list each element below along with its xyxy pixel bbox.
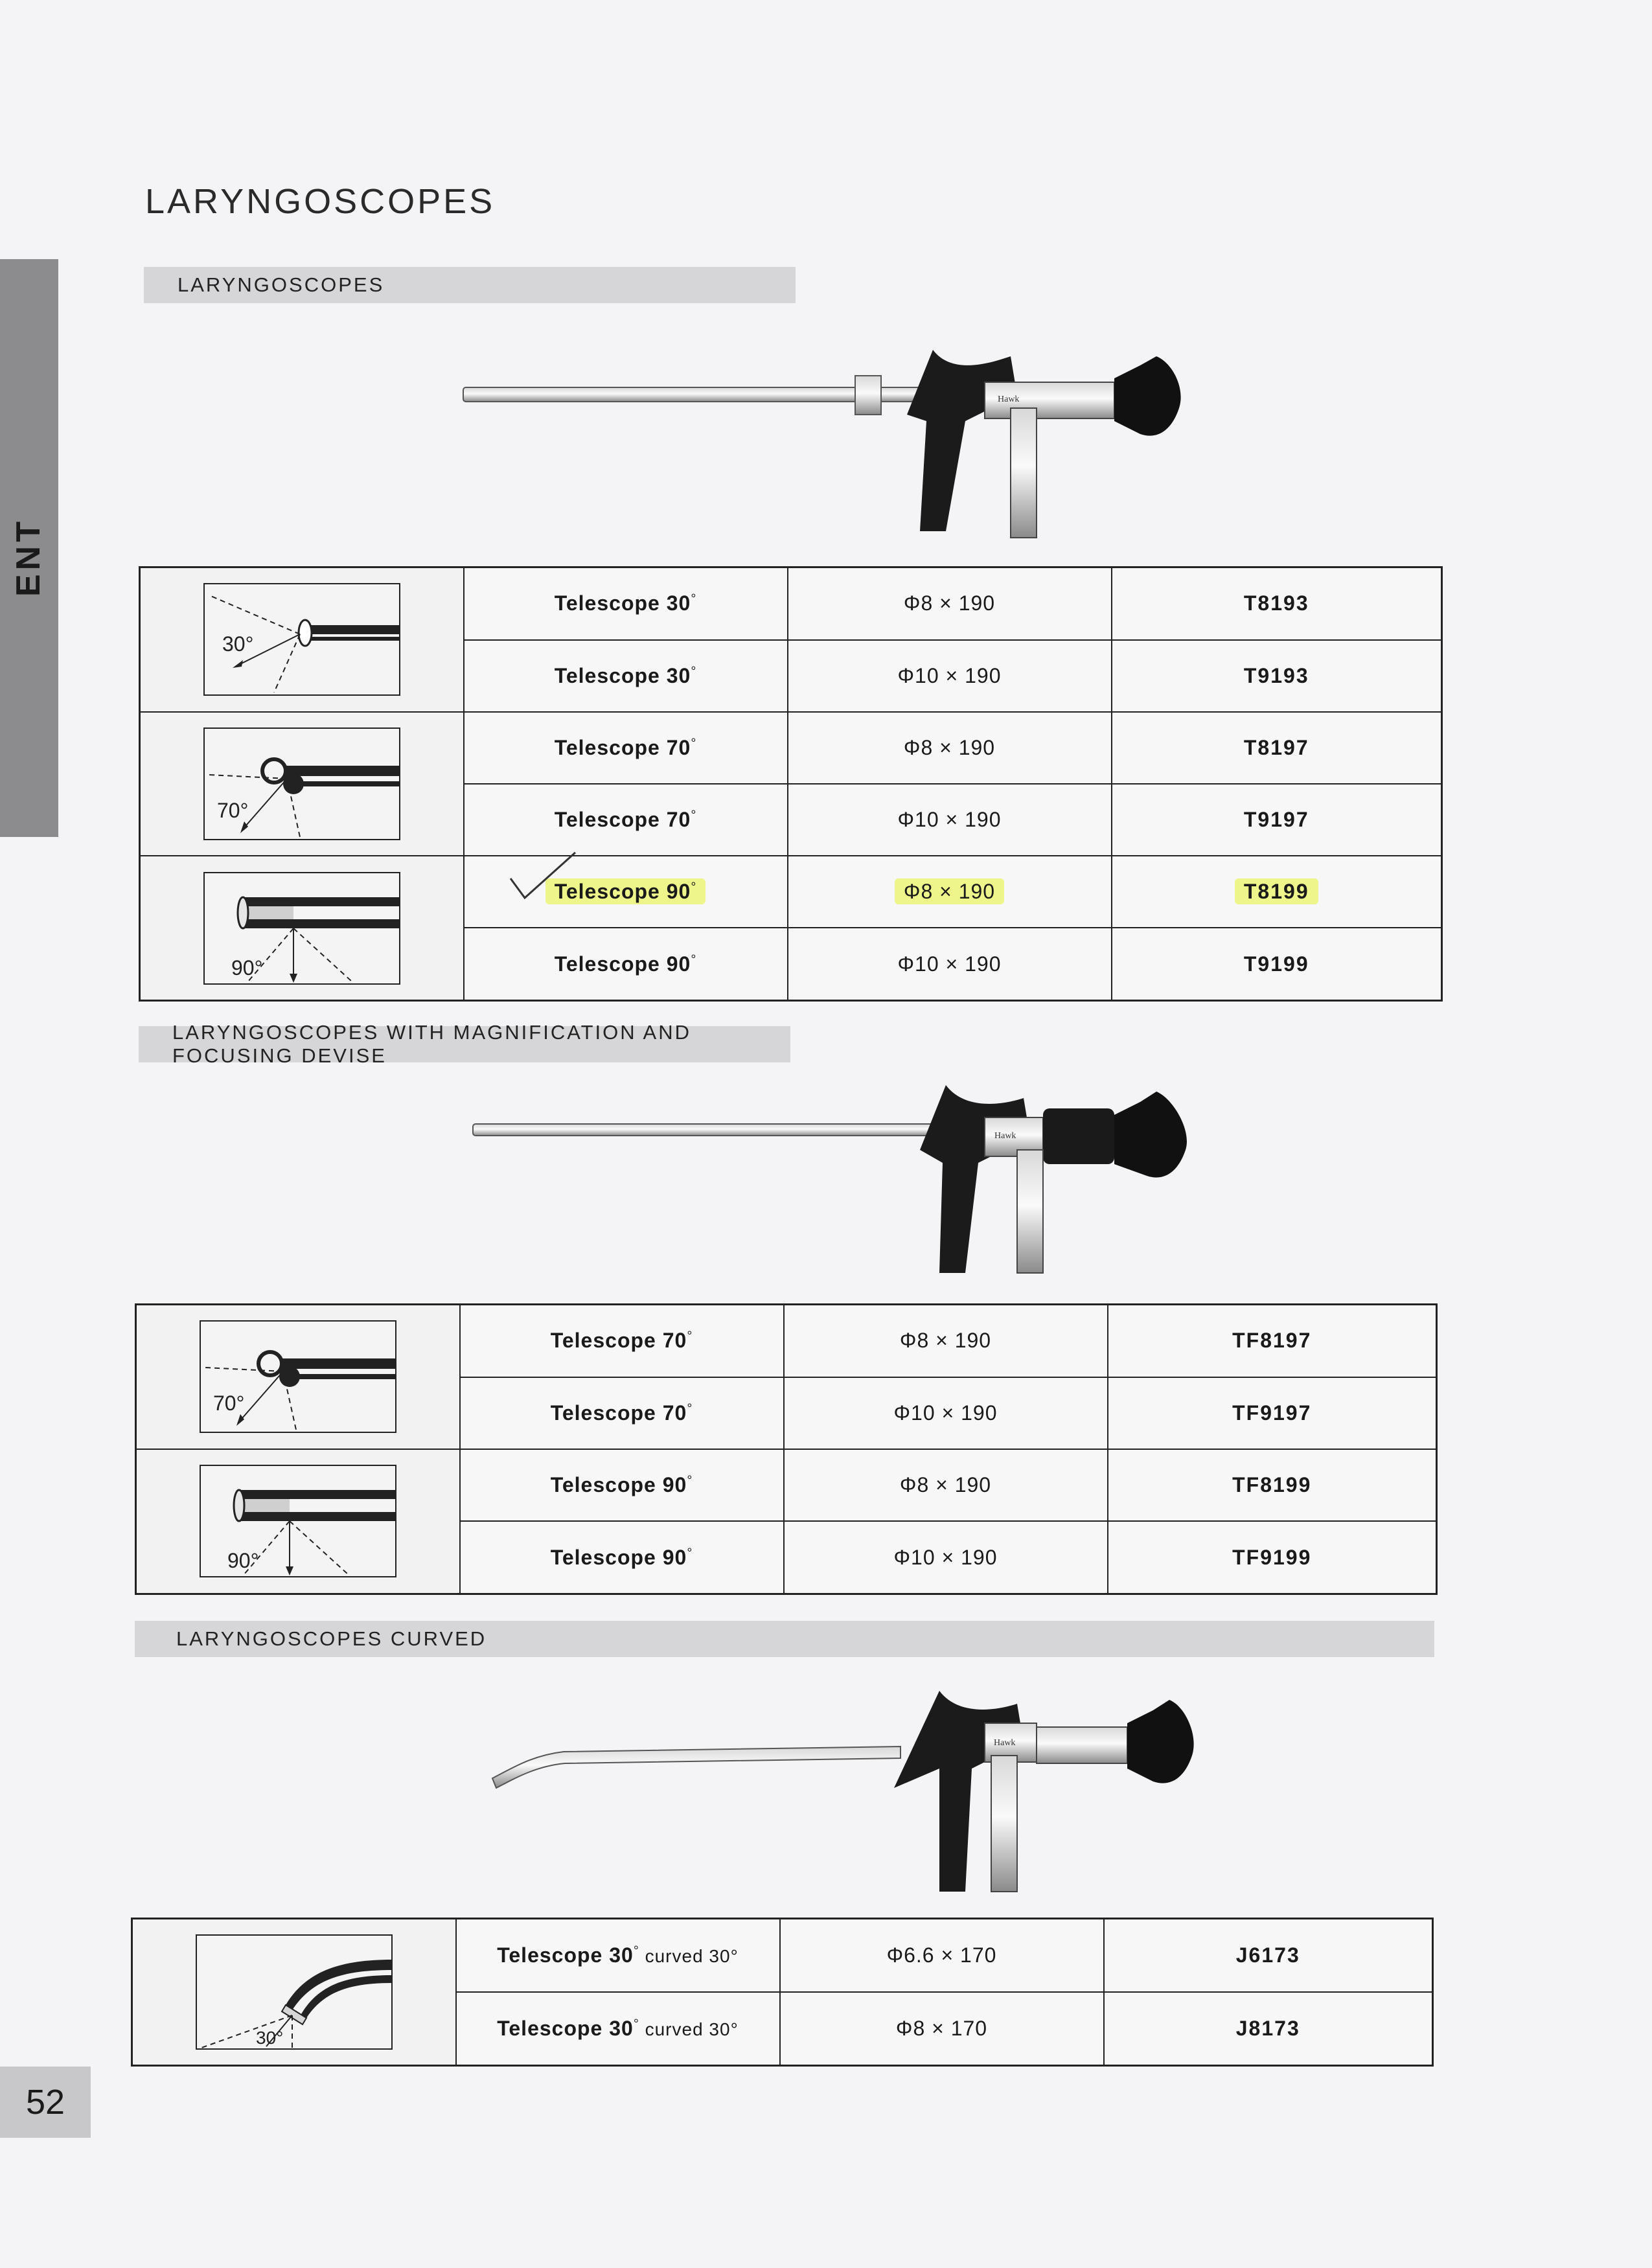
- section-title: LARYNGOSCOPES: [178, 273, 385, 296]
- laryngoscope-curved-image: [486, 1684, 1199, 1905]
- diagram-angle-label: 30°: [222, 632, 254, 656]
- table-row: [140, 712, 1442, 784]
- table-row: [136, 1305, 1437, 1377]
- code-cell: J6173: [1104, 1919, 1433, 1993]
- scope-brand-label: Hawk: [994, 1131, 1016, 1141]
- diagram-angle-label: 70°: [216, 798, 249, 822]
- spec-table-curved: [131, 1918, 1434, 2067]
- diagram-cell: [140, 856, 464, 1000]
- page-number: 52: [0, 2067, 91, 2138]
- diagram-cell: [136, 1449, 460, 1594]
- side-70-icon: [199, 1320, 397, 1434]
- table-row: [140, 567, 1442, 640]
- description-cell: Telescope 90°: [464, 928, 788, 1000]
- code-cell: T8193: [1112, 567, 1442, 640]
- diagram-angle-label: 90°: [231, 956, 263, 979]
- side-90-icon: [203, 871, 401, 985]
- section-bar-curved: [135, 1621, 1434, 1657]
- section-title: LARYNGOSCOPES CURVED: [176, 1627, 487, 1650]
- scope-brand-label: Hawk: [994, 1738, 1016, 1748]
- side-70-icon: [203, 727, 401, 841]
- highlight: Telescope 90°: [545, 878, 706, 904]
- section-bar-magnification: [139, 1021, 790, 1067]
- code-cell: T9193: [1112, 640, 1442, 712]
- code-cell: T9199: [1112, 928, 1442, 1000]
- description-cell: Telescope 90°: [460, 1521, 784, 1594]
- dimension-cell: Φ10 × 190: [788, 640, 1112, 712]
- highlight: Φ8 × 190: [895, 878, 1004, 904]
- diagram-angle-label: 30°: [255, 2028, 284, 2048]
- code-cell: T9197: [1112, 784, 1442, 856]
- dimension-cell: Φ8 × 170: [780, 1992, 1104, 2066]
- dimension-cell: Φ10 × 190: [788, 784, 1112, 856]
- section-bar-laryngoscopes: [144, 267, 796, 303]
- description-cell: Telescope 70°: [460, 1377, 784, 1449]
- code-cell: [1112, 856, 1442, 928]
- description-cell: Telescope 30° curved 30°: [456, 1992, 780, 2066]
- code-cell: T8197: [1112, 712, 1442, 784]
- table-row: [136, 1449, 1437, 1521]
- diagram-cell: [140, 567, 464, 712]
- diagram-cell: [136, 1305, 460, 1449]
- laryngoscope-focusing-image: [466, 1079, 1199, 1279]
- description-cell: Telescope 70°: [460, 1305, 784, 1377]
- spec-table-laryngoscopes: [139, 566, 1443, 1002]
- diagram-cell: [132, 1919, 456, 2066]
- dimension-cell: [788, 856, 1112, 928]
- dimension-cell: Φ8 × 190: [788, 567, 1112, 640]
- diagram-angle-label: 70°: [212, 1392, 245, 1415]
- description-cell: Telescope 70°: [464, 784, 788, 856]
- check-mark-icon: [508, 850, 579, 902]
- scope-brand-label: Hawk: [998, 395, 1020, 404]
- diagram-angle-label: 90°: [227, 1549, 259, 1573]
- code-cell: TF9197: [1108, 1377, 1437, 1449]
- side-90-icon: [199, 1464, 397, 1578]
- description-cell: Telescope 30°: [464, 567, 788, 640]
- side-tab-label: ENT: [10, 518, 47, 597]
- table-row: [132, 1919, 1433, 1993]
- dimension-cell: Φ10 × 190: [788, 928, 1112, 1000]
- table-row: [140, 856, 1442, 928]
- curved-30-icon: [195, 1934, 393, 2050]
- description-cell: Telescope 90°: [460, 1449, 784, 1521]
- dimension-cell: Φ10 × 190: [784, 1521, 1108, 1594]
- straight-30-icon: [203, 582, 401, 696]
- section-title: LARYNGOSCOPES WITH MAGNIFICATION AND FOCUSING DEVISE: [172, 1021, 691, 1067]
- dimension-cell: Φ10 × 190: [784, 1377, 1108, 1449]
- page-title: LARYNGOSCOPES: [145, 182, 496, 221]
- dimension-cell: Φ6.6 × 170: [780, 1919, 1104, 1993]
- code-cell: TF8197: [1108, 1305, 1437, 1377]
- description-cell: Telescope 70°: [464, 712, 788, 784]
- code-cell: TF9199: [1108, 1521, 1437, 1594]
- description-cell: Telescope 30° curved 30°: [456, 1919, 780, 1993]
- description-cell: Telescope 30°: [464, 640, 788, 712]
- dimension-cell: Φ8 × 190: [788, 712, 1112, 784]
- code-cell: TF8199: [1108, 1449, 1437, 1521]
- dimension-cell: Φ8 × 190: [784, 1449, 1108, 1521]
- spec-table-magnification: [135, 1303, 1438, 1595]
- dimension-cell: Φ8 × 190: [784, 1305, 1108, 1377]
- code-cell: J8173: [1104, 1992, 1433, 2066]
- highlight: T8199: [1235, 878, 1318, 904]
- diagram-cell: [140, 712, 464, 856]
- laryngoscope-straight-image: [453, 337, 1205, 551]
